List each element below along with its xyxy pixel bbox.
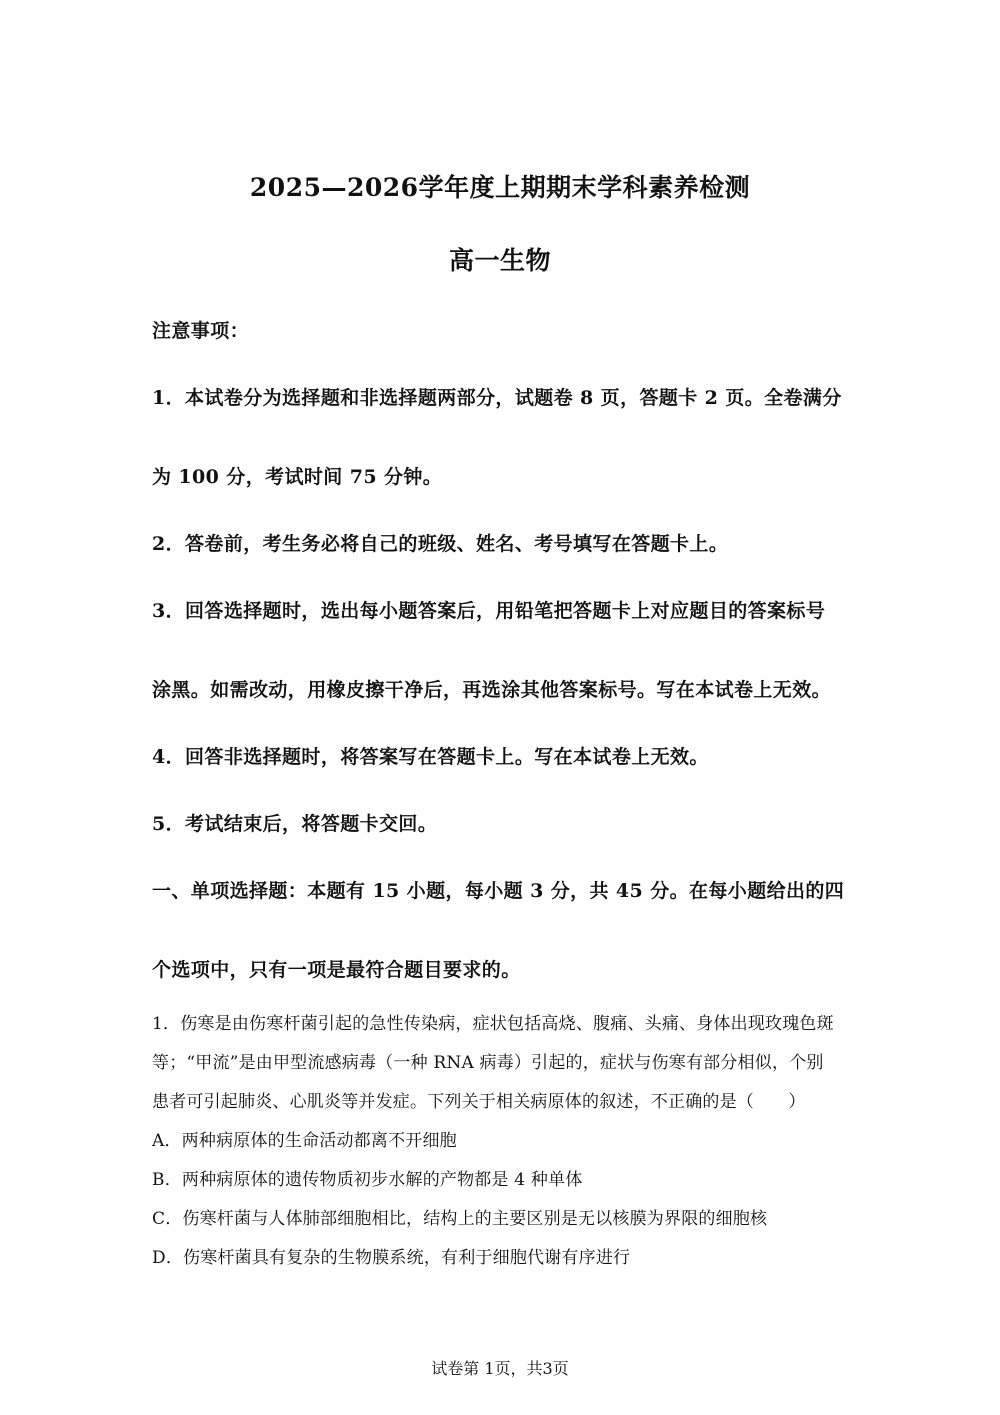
question-1-option-a: A．两种病原体的生命活动都离不开细胞 [152,1131,457,1151]
note-4: 4．回答非选择题时，将答案写在答题卡上。写在本试卷上无效。 [152,746,709,768]
question-1-option-d: D．伤寒杆菌具有复杂的生物膜系统，有利于细胞代谢有序进行 [152,1248,631,1268]
exam-subtitle: 高一生物 [448,246,551,275]
note-5: 5．考试结束后，将答题卡交回。 [152,813,438,835]
page-footer: 试卷第 1页，共3页 [431,1359,569,1378]
question-1-stem-line-2: 等；“甲流”是由甲型流感病毒（一种 RNA 病毒）引起的，症状与伤寒有部分相似，个别 [152,1053,824,1073]
note-3-line-2: 涂黑。如需改动，用橡皮擦干净后，再选涂其他答案标号。写在本试卷上无效。 [152,679,832,701]
section-heading-line-2: 个选项中，只有一项是最符合题目要求的。 [152,959,521,981]
note-1-line-2: 为 100 分，考试时间 75 分钟。 [152,466,443,488]
question-1-option-b: B．两种病原体的遗传物质初步水解的产物都是 4 种单体 [152,1170,583,1190]
note-2: 2．答卷前，考生务必将自己的班级、姓名、考号填写在答题卡上。 [152,533,729,555]
notes-heading: 注意事项： [152,320,250,342]
question-1-stem-line-3: 患者可引起肺炎、心肌炎等并发症。下列关于相关病原体的叙述，不正确的是（ ） [152,1092,806,1112]
note-3-line-1: 3．回答选择题时，选出每小题答案后，用铅笔把答题卡上对应题目的答案标号 [152,600,826,622]
question-1-stem-line-1: 1．伤寒是由伤寒杆菌引起的急性传染病，症状包括高烧、腹痛、头痛、身体出现玫瑰色斑 [152,1014,834,1034]
section-heading-line-1: 一、单项选择题：本题有 15 小题，每小题 3 分，共 45 分。在每小题给出的四 [152,880,845,902]
exam-title: 2025—2026学年度上期期末学科素养检测 [249,173,751,202]
note-1-line-1: 1．本试卷分为选择题和非选择题两部分，试题卷 8 页，答题卡 2 页。全卷满分 [152,387,842,409]
question-1-option-c: C．伤寒杆菌与人体肺部细胞相比，结构上的主要区别是无以核膜为界限的细胞核 [152,1209,768,1229]
